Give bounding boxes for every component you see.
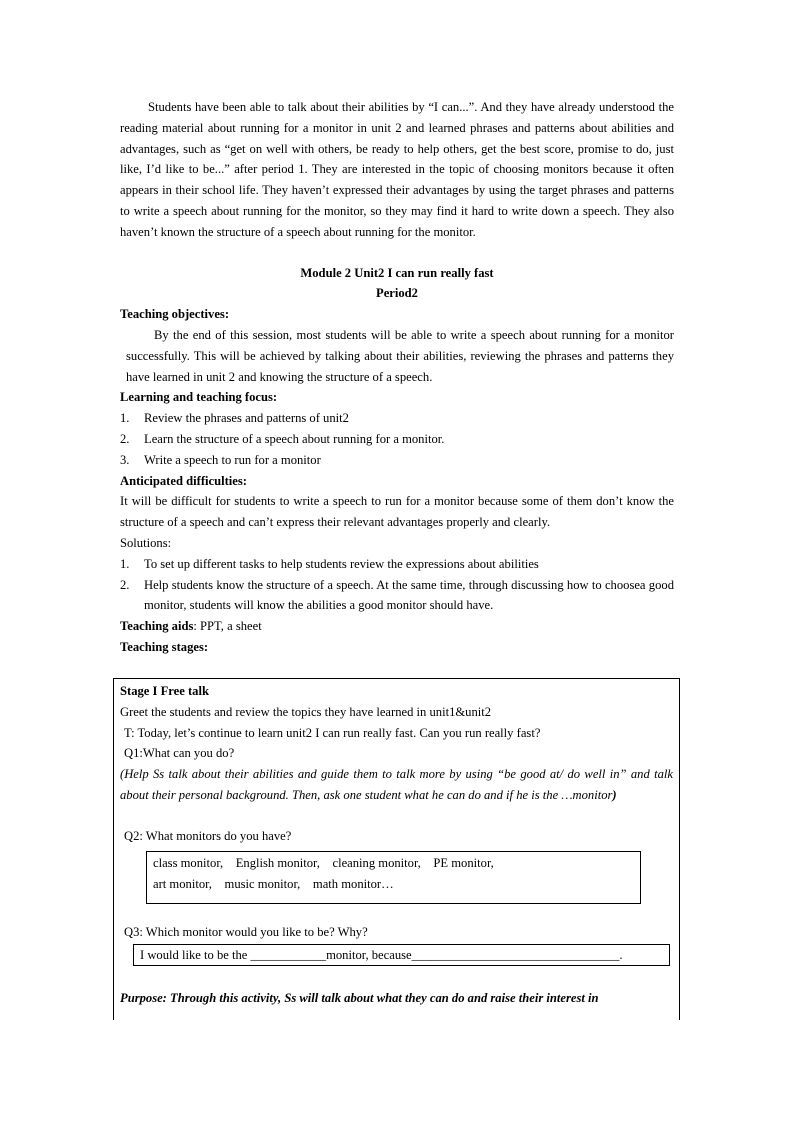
list-item: 1. To set up different tasks to help students review the expressions about abilities [120, 556, 539, 571]
list-item: 2. Learn the structure of a speech about running for a monitor. [120, 431, 445, 446]
teaching-aids-text: : PPT, a sheet [193, 619, 262, 634]
solutions-label: Solutions: [120, 535, 172, 550]
list-item: 1. Review the phrases and patterns of unit2 [120, 411, 349, 426]
purpose-line: Purpose: Through this activity, Ss will talk about what they can do and raise their interest in [120, 991, 599, 1006]
list-item: 3. Write a speech to run for a monitor [120, 452, 321, 467]
focus-list [120, 408, 674, 470]
difficulties-heading: Anticipated difficulties: [120, 473, 247, 488]
stages-heading: Teaching stages: [120, 639, 209, 654]
answer-box [133, 944, 670, 966]
stage-one-box [113, 678, 680, 1020]
monitors-box [146, 851, 641, 904]
question-one-note: (Help Ss talk about their abilities and guide them to talk more by using “be good at/ do well in” and talk about their personal background. Then, ask one student what he can do and if he is the …monitor) [120, 767, 673, 802]
solutions-list [120, 554, 674, 616]
stage-title: Stage I Free talk [120, 684, 209, 698]
lesson-period: Period2 [376, 286, 418, 301]
question-two: Q2: What monitors do you have? [124, 828, 292, 843]
lesson-title: Module 2 Unit2 I can run really fast [300, 265, 494, 280]
greet-line: Greet the students and review the topics they have learned in unit1&unit2 [120, 704, 492, 719]
intro-paragraph: Students have been able to talk about their abilities by “I can...”. And they have already understood the reading material about running for a monitor in unit 2 and learned phrases and patterns about abilities and advantages, such as “get on well with others, be ready to help others, get the best score, promise to do, just like, I’d like to be...” after period 1. They are interested in the topic of choosing monitors because it often appears in their school life. They haven’t expressed their advantages by using the target phrases and patterns to write a speech about running for the monitor, so they may find it hard to write down a speech. They also haven’t known the structure of a speech about running for the monitor. [120, 100, 674, 239]
difficulties-text: It will be difficult for students to write a speech to run for a monitor because some of them don’t know the structure of a speech and can’t express their relevant advantages properly and clearly. [120, 494, 674, 530]
teacher-line: T: Today, let’s continue to learn unit2 I can run really fast. Can you run really fast? [124, 725, 541, 740]
objectives-heading: Teaching objectives: [120, 307, 230, 322]
answer-sentence: I would like to be the ____________monitor, because_________________________________. [140, 948, 623, 963]
list-item: 2. Help students know the structure of a speech. At the same time, through discussing how to choosea good monitor, students will know the abilities a good monitor should have. [120, 577, 674, 613]
monitors-line-2: art monitor, music monitor, math monitor… [153, 876, 394, 891]
question-one: Q1:What can you do? [124, 746, 235, 761]
teaching-aids [120, 616, 674, 637]
monitors-line-1: class monitor, English monitor, cleaning monitor, PE monitor, [153, 855, 494, 870]
objectives-text: By the end of this session, most students will be able to write a speech about running for a monitor successfully. This will be achieved by talking about their abilities, reviewing the phrases and patterns they have learned in unit 2 and knowing the structure of a speech. [126, 327, 674, 384]
focus-heading: Learning and teaching focus: [120, 390, 278, 405]
document-body [120, 97, 674, 658]
teaching-aids-label: Teaching aids [120, 619, 194, 634]
question-three: Q3: Which monitor would you like to be? Why? [124, 924, 368, 939]
